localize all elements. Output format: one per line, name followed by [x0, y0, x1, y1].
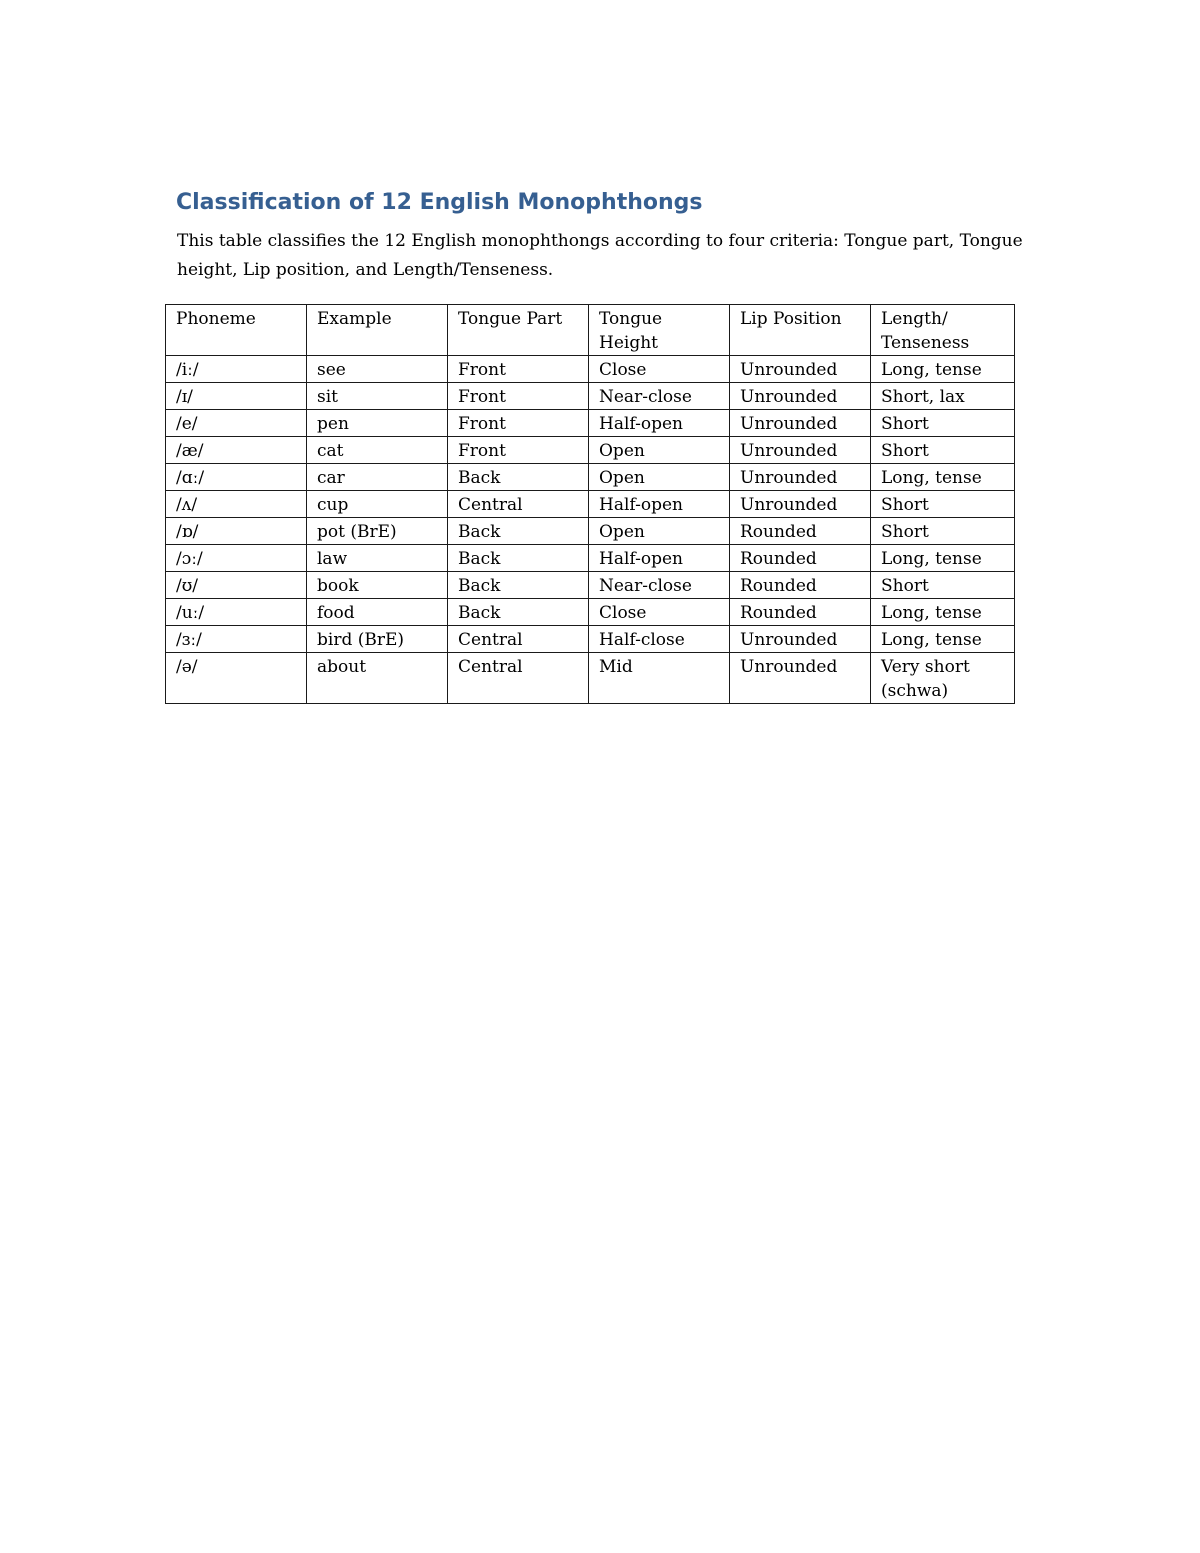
cell-tongue-part: Front	[448, 383, 589, 410]
cell-tongue-height: Half-open	[589, 410, 730, 437]
cell-lip-position: Rounded	[730, 572, 871, 599]
cell-phoneme: /ɔː/	[166, 545, 307, 572]
cell-length-tenseness: Long, tense	[871, 356, 1015, 383]
cell-tongue-height: Open	[589, 464, 730, 491]
cell-phoneme: /ɒ/	[166, 518, 307, 545]
cell-example: food	[307, 599, 448, 626]
cell-lip-position: Rounded	[730, 545, 871, 572]
cell-tongue-part: Back	[448, 572, 589, 599]
cell-phoneme: /ʊ/	[166, 572, 307, 599]
table-header-row	[166, 305, 1015, 356]
cell-phoneme: /e/	[166, 410, 307, 437]
cell-phoneme: /ɪ/	[166, 383, 307, 410]
cell-lip-position: Unrounded	[730, 437, 871, 464]
header-tongue-height: Tongue Height	[589, 305, 730, 356]
cell-tongue-height: Open	[589, 437, 730, 464]
cell-length-tenseness: Long, tense	[871, 545, 1015, 572]
cell-length-tenseness: Short	[871, 437, 1015, 464]
cell-tongue-part: Back	[448, 599, 589, 626]
cell-lip-position: Unrounded	[730, 356, 871, 383]
cell-tongue-part: Central	[448, 653, 589, 704]
header-phoneme: Phoneme	[166, 305, 307, 356]
cell-phoneme: /ɑː/	[166, 464, 307, 491]
cell-tongue-height: Close	[589, 599, 730, 626]
cell-tongue-height: Near-close	[589, 572, 730, 599]
cell-tongue-part: Back	[448, 545, 589, 572]
cell-example: pen	[307, 410, 448, 437]
cell-tongue-height: Half-open	[589, 545, 730, 572]
table-row	[166, 410, 1015, 437]
table-row	[166, 626, 1015, 653]
cell-lip-position: Unrounded	[730, 653, 871, 704]
cell-length-tenseness: Short, lax	[871, 383, 1015, 410]
cell-length-tenseness: Short	[871, 572, 1015, 599]
document-title: Classification of 12 English Monophthongs	[176, 190, 703, 215]
table-row	[166, 572, 1015, 599]
cell-tongue-part: Front	[448, 356, 589, 383]
table-row	[166, 599, 1015, 626]
cell-example: car	[307, 464, 448, 491]
cell-tongue-height: Near-close	[589, 383, 730, 410]
cell-tongue-height: Close	[589, 356, 730, 383]
cell-phoneme: /ə/	[166, 653, 307, 704]
table-row	[166, 464, 1015, 491]
cell-lip-position: Unrounded	[730, 491, 871, 518]
cell-example: bird (BrE)	[307, 626, 448, 653]
table-row	[166, 437, 1015, 464]
cell-lip-position: Unrounded	[730, 464, 871, 491]
cell-phoneme: /æ/	[166, 437, 307, 464]
cell-tongue-height: Open	[589, 518, 730, 545]
cell-example: sit	[307, 383, 448, 410]
table-row	[166, 518, 1015, 545]
cell-tongue-part: Central	[448, 491, 589, 518]
header-length-tenseness: Length/ Tenseness	[871, 305, 1015, 356]
cell-example: cat	[307, 437, 448, 464]
cell-example: law	[307, 545, 448, 572]
cell-tongue-height: Mid	[589, 653, 730, 704]
cell-tongue-part: Front	[448, 410, 589, 437]
cell-lip-position: Unrounded	[730, 410, 871, 437]
table-row	[166, 491, 1015, 518]
cell-example: cup	[307, 491, 448, 518]
cell-length-tenseness: Short	[871, 518, 1015, 545]
cell-length-tenseness: Long, tense	[871, 464, 1015, 491]
cell-example: pot (BrE)	[307, 518, 448, 545]
table-body	[166, 356, 1015, 704]
cell-example: see	[307, 356, 448, 383]
cell-tongue-part: Back	[448, 518, 589, 545]
cell-tongue-part: Front	[448, 437, 589, 464]
cell-length-tenseness: Short	[871, 410, 1015, 437]
table-row	[166, 653, 1015, 704]
cell-length-tenseness: Long, tense	[871, 626, 1015, 653]
cell-phoneme: /iː/	[166, 356, 307, 383]
header-tongue-part: Tongue Part	[448, 305, 589, 356]
cell-tongue-part: Central	[448, 626, 589, 653]
monophthong-table	[165, 304, 1015, 704]
cell-example: about	[307, 653, 448, 704]
cell-lip-position: Rounded	[730, 599, 871, 626]
cell-tongue-height: Half-open	[589, 491, 730, 518]
cell-tongue-height: Half-close	[589, 626, 730, 653]
header-lip-position: Lip Position	[730, 305, 871, 356]
table-row	[166, 545, 1015, 572]
header-example: Example	[307, 305, 448, 356]
intro-paragraph: This table classifies the 12 English monophthongs according to four criteria: Tongue part, Tongue height, Lip position, and Length/Tenseness.	[177, 231, 1023, 280]
cell-tongue-part: Back	[448, 464, 589, 491]
cell-length-tenseness: Short	[871, 491, 1015, 518]
cell-phoneme: /ɜː/	[166, 626, 307, 653]
cell-phoneme: /ʌ/	[166, 491, 307, 518]
cell-phoneme: /uː/	[166, 599, 307, 626]
cell-length-tenseness: Long, tense	[871, 599, 1015, 626]
cell-lip-position: Unrounded	[730, 626, 871, 653]
table-row	[166, 356, 1015, 383]
cell-example: book	[307, 572, 448, 599]
cell-lip-position: Rounded	[730, 518, 871, 545]
cell-lip-position: Unrounded	[730, 383, 871, 410]
table-row	[166, 383, 1015, 410]
cell-length-tenseness: Very short (schwa)	[871, 653, 1015, 704]
